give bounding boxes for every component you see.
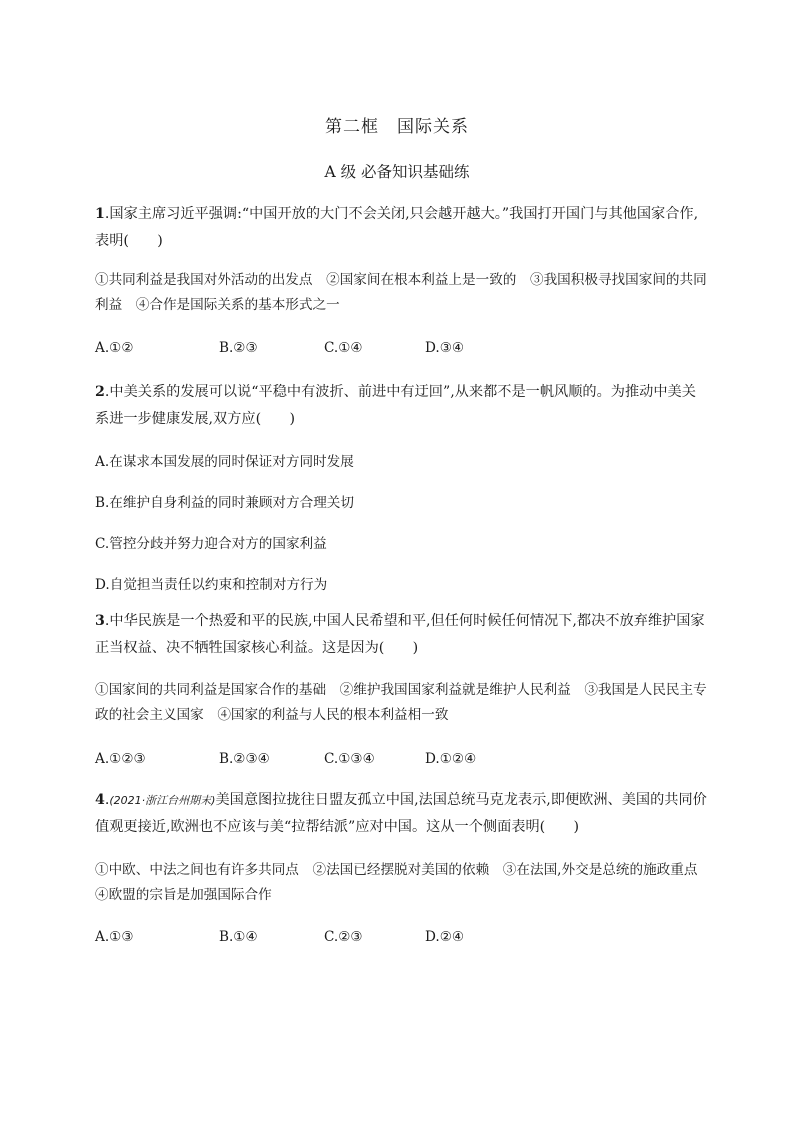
question-3-choices: [95, 751, 615, 771]
question-source: (2021·浙江台州期末): [109, 794, 216, 807]
choice-a[interactable]: A.①③: [95, 929, 134, 945]
question-1-stem: [95, 201, 707, 255]
choice-a[interactable]: A.①②③: [95, 751, 146, 767]
question-2-stem: [95, 379, 707, 433]
question-2-option-b[interactable]: B.在维护自身利益的同时兼顾对方合理关切: [95, 495, 354, 511]
question-2-option-d[interactable]: D.自觉担当责任以约束和控制对方行为: [95, 577, 328, 593]
question-text: 美国意图拉拢往日盟友孤立中国,法国总统马克龙表示,即便欧洲、美国的共同价值观更接近,欧洲也不应该与美“拉帮结派”应对中国。这从一个侧面表明( ): [95, 792, 707, 835]
question-number: 1: [95, 206, 105, 222]
question-1-choices: [95, 340, 615, 360]
choice-d[interactable]: D.②④: [425, 929, 465, 945]
choice-b[interactable]: B.②③④: [219, 751, 270, 767]
question-3-stem: [95, 608, 707, 662]
section-subtitle: A 级 必备知识基础练: [324, 163, 470, 181]
choice-c[interactable]: C.①③④: [324, 751, 375, 767]
question-text: .中美关系的发展可以说“平稳中有波折、前进中有迂回”,从来都不是一帆风顺的。为推动中美关系进一步健康发展,双方应( ): [95, 384, 696, 427]
question-1-statements: ①共同利益是我国对外活动的出发点 ②国家间在根本利益上是一致的 ③我国积极寻找国家间的共同利益 ④合作是国际关系的基本形式之一: [95, 272, 707, 313]
choice-a[interactable]: A.①②: [95, 340, 134, 356]
page-title: 第二框 国际关系: [325, 117, 469, 137]
question-2-option-c[interactable]: C.管控分歧并努力迎合对方的国家利益: [95, 536, 327, 552]
question-text: .中华民族是一个热爱和平的民族,中国人民希望和平,但任何时候任何情况下,都决不放弃维护国家正当权益、决不牺牲国家核心利益。这是因为( ): [95, 613, 705, 656]
question-3-statements: ①国家间的共同利益是国家合作的基础 ②维护我国国家利益就是维护人民利益 ③我国是人民民主专政的社会主义国家 ④国家的利益与人民的根本利益相一致: [95, 682, 707, 723]
question-number: 3: [95, 613, 105, 629]
choice-d[interactable]: D.③④: [425, 340, 465, 356]
question-2-option-a[interactable]: A.在谋求本国发展的同时保证对方同时发展: [95, 454, 354, 470]
question-number: 2: [95, 384, 105, 400]
choice-c[interactable]: C.②③: [324, 929, 363, 945]
choice-b[interactable]: B.①④: [219, 929, 258, 945]
choice-c[interactable]: C.①④: [324, 340, 363, 356]
choice-d[interactable]: D.①②④: [425, 751, 477, 767]
question-4-statements: ①中欧、中法之间也有许多共同点 ②法国已经摆脱对美国的依赖 ③在法国,外交是总统的施政重点 ④欧盟的宗旨是加强国际合作: [95, 862, 712, 903]
question-number: 4: [95, 792, 105, 808]
question-4-choices: [95, 929, 615, 949]
question-4-stem: 4.(2021·浙江台州期末)美国意图拉拢往日盟友孤立中国,法国总统马克龙表示,即便欧洲、美国的共同价值观更接近,欧洲也不应该与美“拉帮结派”应对中国。这从一个侧面表明( ): [95, 792, 707, 835]
question-text: .国家主席习近平强调:“中国开放的大门不会关闭,只会越开越大。”我国打开国门与其他国家合作,表明( ): [95, 206, 699, 249]
choice-b[interactable]: B.②③: [219, 340, 258, 356]
